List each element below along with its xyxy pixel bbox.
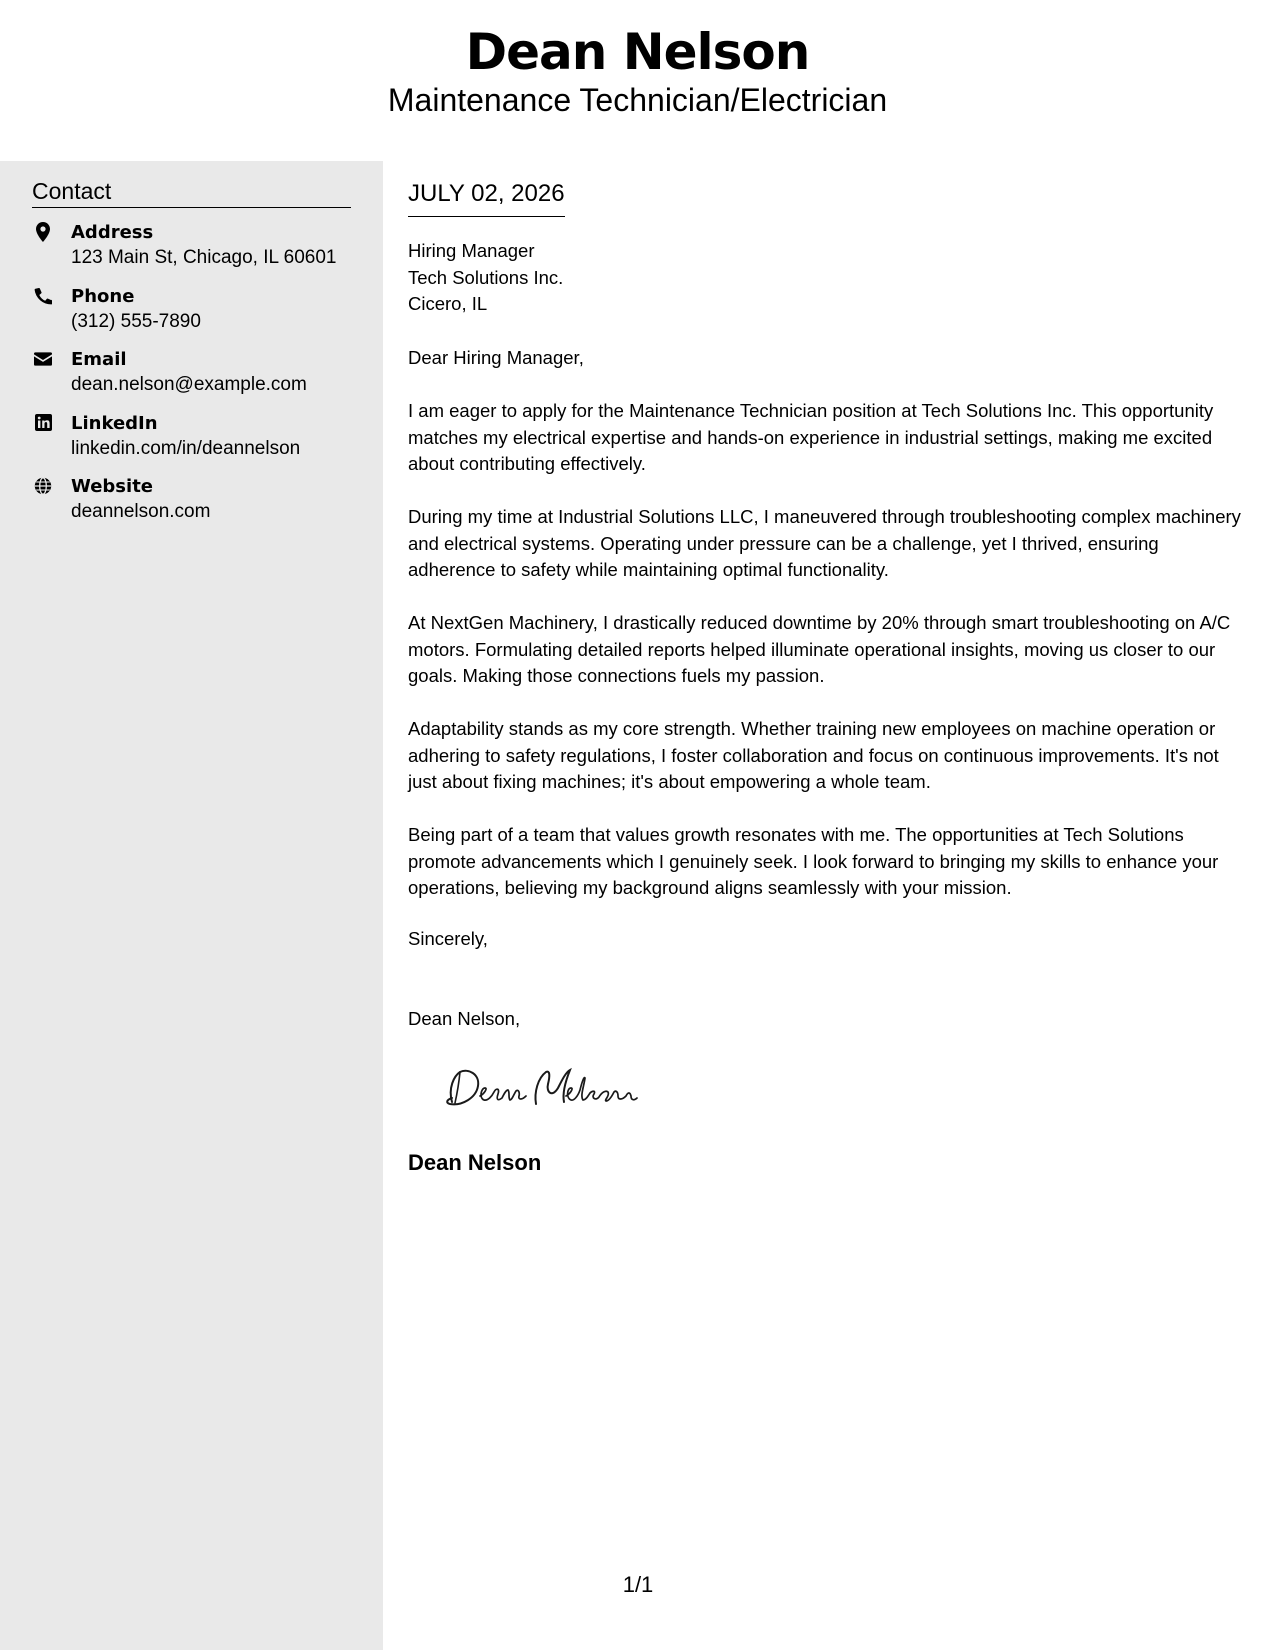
recipient-line: Tech Solutions Inc.	[408, 266, 564, 288]
letter-date: JULY 02, 2026	[408, 178, 565, 217]
phone-icon	[34, 286, 52, 306]
paragraph: Adaptability stands as my core strength. Whether training new employees on machine operation or adhering to safety regulations, I foster collaboration and focus on continuous improvements. It's not just about fixing machines; it's about empowering a whole team.	[408, 718, 1219, 792]
contact-item-linkedin	[32, 412, 362, 476]
recipient-line: Hiring Manager	[408, 240, 535, 261]
paragraph: I am eager to apply for the Maintenance Technician position at Tech Solutions Inc. This opportunity matches my electrical expertise and hands-on experience in industrial settings, making me excited about contributing effectively.	[408, 400, 1214, 474]
salutation: Dear Hiring Manager,	[408, 347, 584, 368]
closing-name: Dean Nelson,	[408, 1008, 521, 1029]
handwritten-signature	[438, 1058, 658, 1118]
recipient-block	[408, 238, 563, 318]
contact-list	[32, 221, 362, 539]
paragraph: At NextGen Machinery, I drastically reduced downtime by 20% through smart troubleshooting on A/C motors. Formulating detailed reports helped illuminate operational insights, moving us closer to our goals. Making those connections fuels my passion.	[408, 612, 1231, 686]
contact-value-address: 123 Main St, Chicago, IL 60601	[71, 247, 337, 268]
linkedin-icon	[34, 413, 52, 433]
contact-value-phone: (312) 555-7890	[71, 310, 201, 332]
contact-sidebar	[0, 161, 383, 1650]
page-number-text: 1/1	[622, 1572, 654, 1597]
paragraph: During my time at Industrial Solutions LLC, I maneuvered through troubleshooting complex machinery and electrical systems. Operating under pressure can be a challenge, yet I thrived, ensuring adherence to safety while maintaining optimal functionality.	[408, 506, 1241, 580]
globe-icon	[34, 476, 52, 496]
contact-item-email	[32, 348, 362, 412]
recipient-line: Cicero, IL	[408, 293, 488, 314]
map-marker-icon	[34, 222, 52, 242]
contact-label: Email	[71, 349, 127, 370]
contact-label: Website	[71, 476, 154, 497]
signed-name: Dean Nelson	[408, 1150, 542, 1175]
contact-heading: Contact	[32, 175, 351, 208]
letter-text	[408, 345, 1248, 928]
contact-item-address	[32, 221, 362, 285]
closing: Sincerely,	[408, 928, 488, 949]
applicant-job-title: Maintenance Technician/Electrician	[387, 82, 888, 118]
contact-label: Address	[71, 222, 154, 243]
contact-item-phone	[32, 285, 362, 349]
contact-item-website	[32, 475, 362, 539]
contact-value-email: dean.nelson@example.com	[71, 374, 307, 395]
page-number	[0, 1570, 1275, 1600]
paragraph: Being part of a team that values growth resonates with me. The opportunities at Tech Solutions promote advancements which I genuinely seek. I look forward to bringing my skills to enhance your operations, believing my background aligns seamlessly with your mission.	[408, 824, 1219, 898]
letter-header	[0, 0, 1275, 161]
contact-value-website: deannelson.com	[71, 501, 211, 522]
contact-label: LinkedIn	[71, 412, 158, 434]
envelope-icon	[34, 349, 52, 369]
applicant-name: Dean Nelson	[465, 23, 810, 81]
contact-value-linkedin: linkedin.com/in/deannelson	[71, 437, 301, 459]
contact-label: Phone	[71, 285, 135, 307]
